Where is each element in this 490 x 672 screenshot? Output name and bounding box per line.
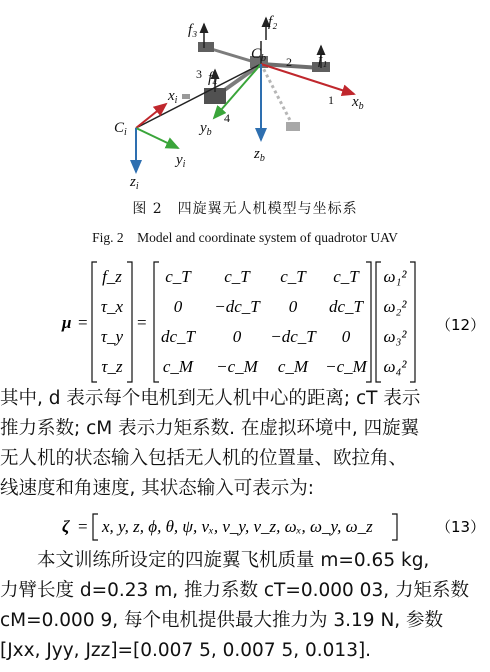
eq12-number: （12） [436,316,486,334]
label-f1: f₁ [318,52,328,68]
motor-number-1: 1 [328,93,334,107]
label-yb: $y_b$ [200,120,212,138]
label-yi: $y_i$ [176,152,186,170]
matrix-cell: −dc_T [214,297,260,316]
paragraph-line: cM=0.000 9, 每个电机提供最大推力为 3.19 N, 参数 [0,610,444,631]
matrix-cell: 0 [341,327,351,346]
eq13-number: （13） [436,518,486,536]
figure-drawing [96,6,396,192]
vector-entry: τ_x [100,297,124,316]
matrix-cell: c_T [280,267,306,286]
paragraph-line: 力臂长度 d=0.23 m, 推力系数 cT=0.000 03, 力矩系数 [0,580,469,601]
paragraph-line: 推力系数; cM 表示力矩系数. 在虚拟环境中, 四旋翼 [0,418,420,439]
svg-text:=: = [137,313,147,332]
paragraph-line: 线速度和角速度, 其状态输入可表示为: [0,478,314,499]
matrix-cell: dc_T [161,327,195,346]
equation-12 [0,254,490,390]
omega-entry: ω₃² [383,327,407,346]
label-zb: $z_b$ [254,146,265,164]
matrix-cell: 0 [232,327,242,346]
vector-entry: f_z [102,267,122,286]
motor-number-2: 2 [286,55,292,69]
vector-entry: τ_z [101,357,123,376]
label-xi: $x_i$ [168,88,178,106]
label-xb: $x_b$ [352,94,364,112]
figure-caption-english: Fig. 2 Model and coordinate system of quadrotor UAV [92,230,398,245]
paragraph-line: [Jxx, Jyy, Jzz]=[0.007 5, 0.007 5, 0.013]. [0,640,372,661]
matrix-cell: −dc_T [270,327,316,346]
matrix-cell: −c_M [325,357,367,376]
eq13-lhs: ζ [62,517,70,536]
label-f3: f₃ [188,22,198,38]
paragraph-1 [0,384,490,504]
yi-axis [136,128,178,148]
matrix-cell: c_T [333,267,359,286]
eq12-lhs: μ [62,313,72,332]
motor-number-3: 3 [196,67,202,81]
matrix-cell: c_T [165,267,191,286]
matrix-cell: 0 [173,297,183,316]
paragraph-2 [0,546,490,666]
omega-entry: ω₁² [383,267,407,286]
label-f4: f₄ [208,70,218,86]
matrix-cell: −c_M [216,357,258,376]
matrix-cell: c_M [162,357,194,376]
equation-13 [0,506,490,546]
matrix-cell: c_T [224,267,250,286]
paragraph-line: 本文训练所设定的四旋翼飞机质量 m=0.65 kg, [37,550,430,571]
label-ci: $C_i$ [114,120,127,138]
svg-text:=: = [78,517,88,536]
label-cb: $C_b$ [251,46,267,64]
eq13-content: x, y, z, ϕ, θ, ψ, vₓ, v_y, v_z, ωₓ, ω_y, ω_z [102,517,373,536]
paragraph-line: 其中, d 表示每个电机到无人机中心的距离; cT 表示 [0,388,421,409]
matrix-cell: c_M [277,357,309,376]
vector-entry: τ_y [100,327,124,346]
matrix-cell: 0 [288,297,298,316]
quadrotor-coordinate-figure [96,6,396,192]
paragraph-line: 无人机的状态输入包括无人机的位置量、欧拉角、 [0,448,408,469]
xi-axis [136,104,166,128]
label-zi: $z_i$ [130,174,139,192]
omega-entry: ω₄² [383,357,407,376]
figure-caption-chinese: 图 2 四旋翼无人机模型与坐标系 [132,201,358,217]
label-f2: f₂ [268,14,278,30]
matrix-cell: dc_T [329,297,363,316]
equation-13-drawing [0,506,490,546]
omega-entry: ω₂² [383,297,407,316]
motor-number-4: 4 [224,111,230,125]
equation-12-drawing [0,254,490,390]
svg-text:=: = [78,313,88,332]
